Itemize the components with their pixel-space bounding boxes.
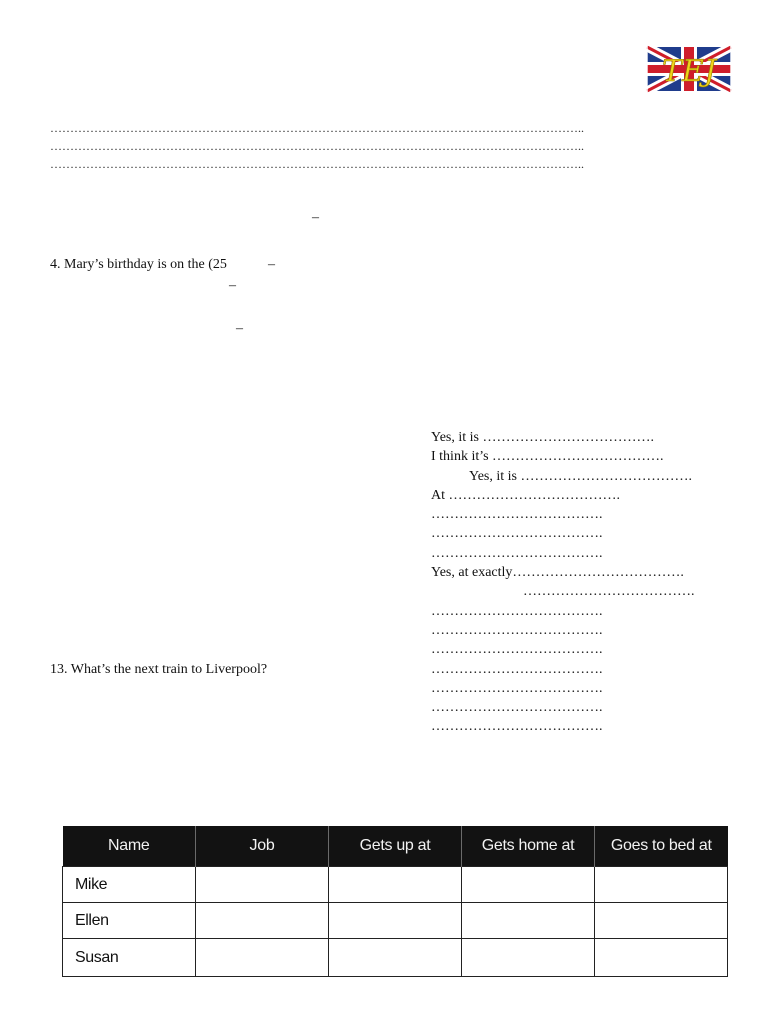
dotted-line: …………………………………………………………………………………………………………………….. — [50, 139, 584, 153]
dash-mark: – — [312, 210, 319, 225]
schedule-table — [62, 826, 728, 977]
table-row — [63, 939, 728, 977]
cell-gets-up-at[interactable] — [329, 939, 462, 977]
table-header-row — [63, 826, 728, 867]
dash-mark: – — [236, 321, 243, 336]
union-jack-icon — [645, 43, 733, 95]
answer-line: ………………………………. — [431, 661, 603, 677]
table-row — [63, 867, 728, 903]
cell-goes-to-bed-at[interactable] — [595, 939, 728, 977]
cell-goes-to-bed-at[interactable] — [595, 867, 728, 903]
answer-line: ………………………………. — [523, 584, 695, 600]
answer-line: At ………………………………. — [431, 487, 620, 503]
header-gets-home-at: Gets home at — [462, 826, 595, 867]
answer-line: ………………………………. — [431, 603, 603, 619]
answer-line: ………………………………. — [431, 642, 603, 658]
cell-name: Mike — [63, 867, 196, 903]
header-gets-up-at: Gets up at — [329, 826, 462, 867]
answer-line: ………………………………. — [431, 719, 603, 735]
answer-line: Yes, it is ………………………………. — [469, 468, 692, 484]
answer-line: ………………………………. — [431, 680, 603, 696]
header-name: Name — [63, 826, 196, 867]
cell-name: Ellen — [63, 903, 196, 939]
dotted-line: …………………………………………………………………………………………………………………….. — [50, 157, 584, 171]
dash-mark: – — [229, 278, 236, 293]
cell-goes-to-bed-at[interactable] — [595, 903, 728, 939]
cell-gets-home-at[interactable] — [462, 939, 595, 977]
cell-gets-up-at[interactable] — [329, 867, 462, 903]
answer-column — [431, 428, 741, 737]
flag-logo — [645, 43, 733, 95]
answer-line: ………………………………. — [431, 526, 603, 542]
cell-gets-home-at[interactable] — [462, 867, 595, 903]
answer-line: ………………………………. — [431, 545, 603, 561]
cell-job[interactable] — [196, 903, 329, 939]
cell-job[interactable] — [196, 867, 329, 903]
answer-line: I think it’s ………………………………. — [431, 449, 664, 465]
cell-gets-home-at[interactable] — [462, 903, 595, 939]
header-goes-to-bed-at: Goes to bed at — [595, 826, 728, 867]
dash-mark: – — [268, 257, 275, 272]
dotted-line: …………………………………………………………………………………………………………………….. — [50, 121, 584, 135]
table-row — [63, 903, 728, 939]
answer-line: Yes, it is ………………………………. — [431, 430, 654, 445]
answer-line: ………………………………. — [431, 622, 603, 638]
header-job: Job — [196, 826, 329, 867]
cell-name: Susan — [63, 939, 196, 977]
answer-line: ………………………………. — [431, 700, 603, 716]
logo-letters: TEJ — [662, 54, 716, 89]
answer-line: Yes, at exactly………………………………. — [431, 565, 684, 581]
answer-line: ………………………………. — [431, 507, 603, 523]
question-4: 4. Mary’s birthday is on the (25 — [50, 257, 227, 272]
cell-job[interactable] — [196, 939, 329, 977]
cell-gets-up-at[interactable] — [329, 903, 462, 939]
question-13: 13. What’s the next train to Liverpool? — [50, 662, 268, 677]
